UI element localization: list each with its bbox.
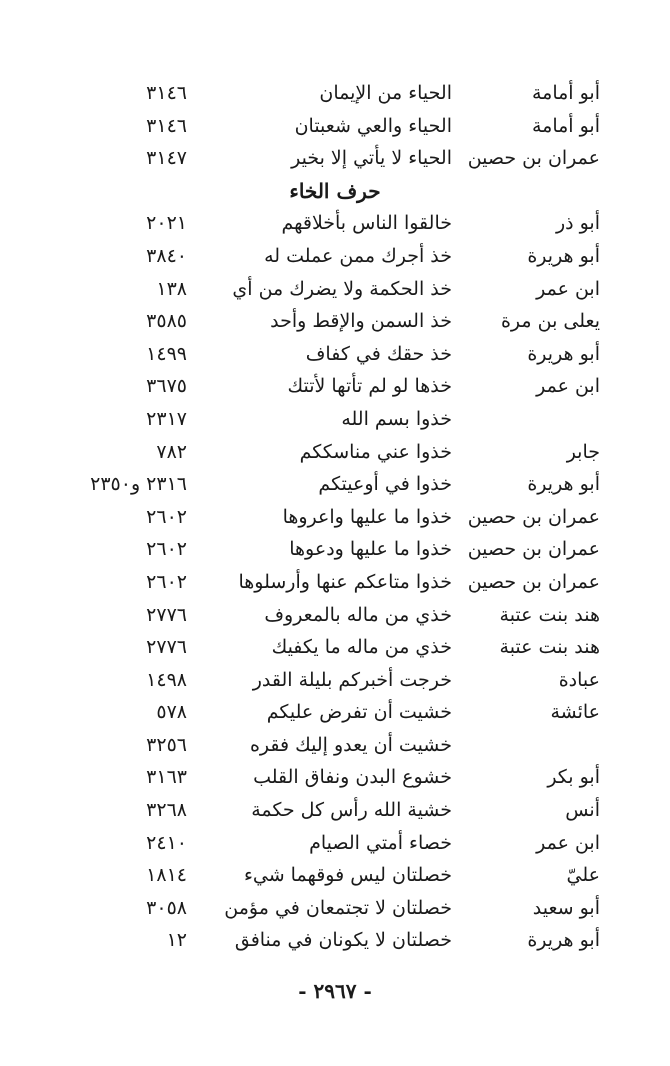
hadith-number: ٢٦٠٢ <box>146 505 187 528</box>
narrator: عمران بن حصين <box>467 570 600 593</box>
hadith-number: ٣٦٧٥ <box>146 375 187 398</box>
hadith-number: ٢٠٢١ <box>146 212 187 235</box>
hadith-number: ٣٨٤٠ <box>146 244 187 267</box>
index-row <box>0 602 670 635</box>
hadith-text: خشوع البدن ونفاق القلب <box>253 766 452 789</box>
narrator: يعلى بن مرة <box>500 310 600 333</box>
index-row <box>0 764 670 797</box>
narrator: أبو بكر <box>547 766 600 789</box>
narrator: عمران بن حصين <box>467 505 600 528</box>
hadith-number: ١٣٨ <box>156 277 187 300</box>
index-row <box>0 504 670 537</box>
hadith-number: ٢٣١٦ و٢٣٥٠ <box>90 473 187 496</box>
hadith-text: خذ حقك في كفاف <box>305 342 452 365</box>
hadith-number: ٣٢٦٨ <box>146 799 187 822</box>
index-row <box>0 80 670 113</box>
section-heading-row <box>0 178 670 211</box>
index-row <box>0 308 670 341</box>
index-row <box>0 699 670 732</box>
narrator: عمران بن حصين <box>467 147 600 170</box>
hadith-text: خذ الحكمة ولا يضرك من أي <box>232 277 452 300</box>
hadith-text: خذوا بسم الله <box>341 407 452 430</box>
index-row <box>0 341 670 374</box>
hadith-number: ٢٧٧٦ <box>146 636 187 659</box>
hadith-index-list <box>0 80 670 960</box>
index-row <box>0 439 670 472</box>
index-row <box>0 732 670 765</box>
hadith-number: ٢٧٧٦ <box>146 603 187 626</box>
hadith-number: ١٢ <box>166 929 187 952</box>
index-row <box>0 276 670 309</box>
narrator: أبو هريرة <box>527 244 600 267</box>
index-row <box>0 830 670 863</box>
hadith-number: ٣٠٥٨ <box>146 896 187 919</box>
narrator: أنس <box>565 799 600 822</box>
hadith-number: ٣١٦٣ <box>146 766 187 789</box>
narrator: جابر <box>566 440 600 463</box>
narrator: ابن عمر <box>536 375 600 398</box>
narrator: أبو أمامة <box>531 82 600 104</box>
hadith-text: الحياء والعي شعبتان <box>294 114 452 137</box>
hadith-number: ١٤٩٨ <box>146 668 187 691</box>
hadith-text: خصلتان لا يكونان في منافق <box>234 929 452 952</box>
hadith-text: خذوا عني مناسككم <box>299 440 452 463</box>
narrator: ابن عمر <box>536 831 600 854</box>
hadith-text: خذها لو لم تأتها لأتتك <box>287 375 452 398</box>
hadith-text: خصلتان ليس فوقهما شيء <box>243 864 452 887</box>
hadith-number: ٣٢٥٦ <box>146 733 187 756</box>
hadith-number: ٣١٤٦ <box>146 114 187 137</box>
index-row <box>0 471 670 504</box>
narrator: عبادة <box>558 668 600 691</box>
hadith-text: خرجت أخبركم بليلة القدر <box>252 668 452 691</box>
narrator: هند بنت عتبة <box>499 636 600 659</box>
narrator: هند بنت عتبة <box>499 603 600 626</box>
index-row <box>0 406 670 439</box>
hadith-number: ١٨١٤ <box>146 864 187 887</box>
hadith-text: خشيت أن يعدو إليك فقره <box>249 733 452 756</box>
hadith-number: ٣١٤٧ <box>146 147 187 170</box>
hadith-number: ٧٨٢ <box>156 440 187 463</box>
narrator: أبو هريرة <box>527 342 600 365</box>
hadith-text: الحياء لا يأتي إلا بخير <box>291 147 452 170</box>
hadith-number: ٢٦٠٢ <box>146 570 187 593</box>
hadith-number: ١٤٩٩ <box>146 342 187 365</box>
index-row <box>0 373 670 406</box>
index-row <box>0 667 670 700</box>
index-row <box>0 243 670 276</box>
narrator: أبو أمامة <box>531 114 600 137</box>
hadith-text: خذ السمن والإقط وأحد <box>270 310 452 333</box>
hadith-text: خشيت أن تفرض عليكم <box>266 701 452 724</box>
section-heading: حرف الخاء <box>289 178 381 203</box>
hadith-text: خالقوا الناس بأخلاقهم <box>281 212 452 235</box>
hadith-number: ٣١٤٦ <box>146 82 187 104</box>
hadith-number: ٢٦٠٢ <box>146 538 187 561</box>
narrator: أبو سعيد <box>532 896 600 919</box>
hadith-text: خذوا متاعكم عنها وأرسلوها <box>238 570 452 593</box>
index-row <box>0 210 670 243</box>
hadith-number: ٢٤١٠ <box>146 831 187 854</box>
hadith-text: الحياء من الإيمان <box>319 82 452 104</box>
index-row <box>0 634 670 667</box>
narrator: أبو هريرة <box>527 473 600 496</box>
narrator: عمران بن حصين <box>467 538 600 561</box>
hadith-text: خصاء أمتي الصيام <box>309 831 452 854</box>
hadith-text: خذوا ما عليها واعروها <box>282 505 452 528</box>
hadith-text: خذوا ما عليها ودعوها <box>289 538 452 561</box>
index-row <box>0 895 670 928</box>
index-row <box>0 797 670 830</box>
hadith-text: خذي من ماله ما يكفيك <box>271 636 452 659</box>
index-row <box>0 927 670 960</box>
narrator: عليّ <box>566 864 600 887</box>
page-number: - ٢٩٦٧ - <box>298 979 372 1003</box>
index-row <box>0 536 670 569</box>
hadith-text: خذوا في أوعيتكم <box>318 473 452 496</box>
hadith-text: خشية الله رأس كل حكمة <box>251 799 452 822</box>
index-row <box>0 113 670 146</box>
index-row <box>0 569 670 602</box>
narrator: عائشة <box>550 701 600 724</box>
narrator: أبو ذر <box>555 212 600 235</box>
hadith-number: ٥٧٨ <box>156 701 187 724</box>
hadith-number: ٢٣١٧ <box>146 407 187 430</box>
index-row <box>0 145 670 178</box>
narrator: ابن عمر <box>536 277 600 300</box>
narrator: أبو هريرة <box>527 929 600 952</box>
index-row <box>0 862 670 895</box>
hadith-text: خصلتان لا تجتمعان في مؤمن <box>224 896 452 919</box>
hadith-number: ٣٥٨٥ <box>146 310 187 333</box>
hadith-text: خذي من ماله بالمعروف <box>264 603 452 626</box>
hadith-text: خذ أجرك ممن عملت له <box>264 244 452 267</box>
